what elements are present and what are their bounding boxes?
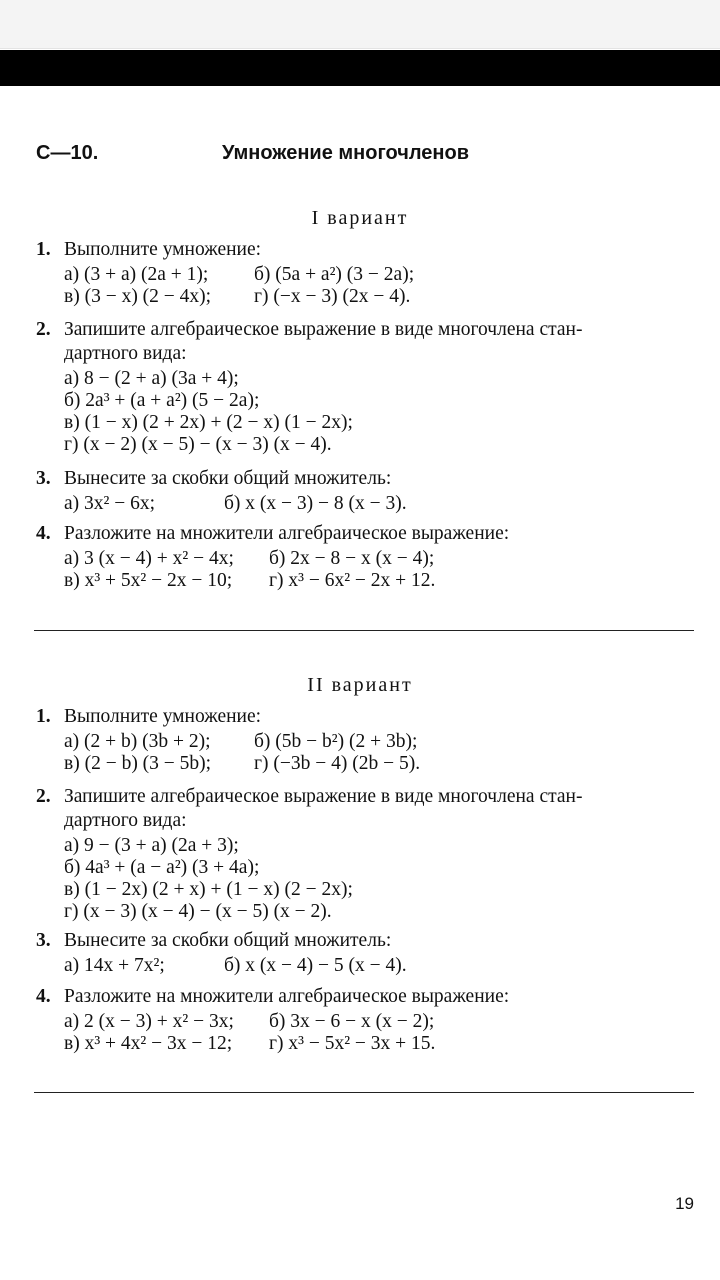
item-b: б) (5a + a²) (3 − 2a); — [254, 264, 415, 285]
v1-task-3 — [36, 467, 690, 515]
item-c: в) (1 − x) (2 + 2x) + (2 − x) (1 − 2x); — [64, 412, 353, 433]
item-a: а) 3 (x − 4) + x² − 4x; — [64, 548, 234, 569]
task-number: 2. — [36, 319, 51, 340]
item-b: б) (5b − b²) (2 + 3b); — [254, 731, 418, 752]
item-b: б) x (x − 3) − 8 (x − 3). — [224, 493, 407, 514]
task-number: 3. — [36, 930, 51, 951]
v2-task-4 — [36, 985, 690, 1055]
section-title: Умножение многочленов — [222, 142, 470, 164]
task-number: 2. — [36, 786, 51, 807]
item-b: б) x (x − 4) − 5 (x − 4). — [224, 955, 407, 976]
item-a: а) 9 − (3 + a) (2a + 3); — [64, 835, 239, 856]
v2-task-3 — [36, 929, 690, 977]
item-b: б) 3x − 6 − x (x − 2); — [269, 1011, 435, 1032]
task-number: 4. — [36, 523, 51, 544]
item-b: б) 2x − 8 − x (x − 4); — [269, 548, 435, 569]
task-text: Выполните умножение: — [64, 239, 262, 260]
item-a: а) (3 + a) (2a + 1); — [64, 264, 209, 285]
task-text-cont: дартного вида: — [64, 343, 187, 364]
variant-2-title: II вариант — [307, 674, 413, 696]
item-a: а) (2 + b) (3b + 2); — [64, 731, 211, 752]
v1-task-1 — [36, 238, 690, 308]
task-text: Разложите на множители алгебраическое выражение: — [64, 523, 510, 544]
item-d: г) x³ − 5x² − 3x + 15. — [269, 1033, 436, 1054]
item-b: б) 2a³ + (a + a²) (5 − 2a); — [64, 390, 260, 411]
v2-task-1 — [36, 705, 690, 775]
section-header — [36, 142, 684, 168]
task-text: Запишите алгебраическое выражение в виде многочлена стан- — [64, 786, 583, 807]
item-d: г) (x − 3) (x − 4) − (x − 5) (x − 2). — [64, 901, 332, 922]
item-c: в) x³ + 5x² − 2x − 10; — [64, 570, 233, 591]
task-number: 1. — [36, 239, 51, 260]
page-top-band — [0, 50, 720, 86]
item-d: г) x³ − 6x² − 2x + 12. — [269, 570, 436, 591]
item-c: в) (1 − 2x) (2 + x) + (1 − x) (2 − 2x); — [64, 879, 353, 900]
task-text-cont: дартного вида: — [64, 810, 187, 831]
v1-task-2 — [36, 318, 690, 456]
item-c: в) x³ + 4x² − 3x − 12; — [64, 1033, 233, 1054]
v2-task-2 — [36, 785, 690, 923]
section-code: С—10. — [36, 142, 99, 164]
task-number: 3. — [36, 468, 51, 489]
divider — [34, 1092, 694, 1093]
task-number: 4. — [36, 986, 51, 1007]
item-a: а) 3x² − 6x; — [64, 493, 156, 514]
item-c: в) (3 − x) (2 − 4x); — [64, 286, 212, 307]
variant-1-title: I вариант — [311, 207, 409, 229]
page-number: 19 — [675, 1194, 694, 1213]
task-text: Запишите алгебраическое выражение в виде многочлена стан- — [64, 319, 583, 340]
item-a: а) 14x + 7x²; — [64, 955, 165, 976]
item-d: г) (x − 2) (x − 5) − (x − 3) (x − 4). — [64, 434, 332, 455]
v1-task-4 — [36, 522, 690, 592]
item-a: а) 8 − (2 + a) (3a + 4); — [64, 368, 239, 389]
status-bar — [0, 0, 720, 49]
task-number: 1. — [36, 706, 51, 727]
item-c: в) (2 − b) (3 − 5b); — [64, 753, 212, 774]
item-a: а) 2 (x − 3) + x² − 3x; — [64, 1011, 234, 1032]
divider — [34, 630, 694, 631]
item-b: б) 4a³ + (a − a²) (3 + 4a); — [64, 857, 260, 878]
item-d: г) (−x − 3) (2x − 4). — [254, 286, 411, 307]
task-text: Разложите на множители алгебраическое выражение: — [64, 986, 510, 1007]
item-d: г) (−3b − 4) (2b − 5). — [254, 753, 421, 774]
task-text: Выполните умножение: — [64, 706, 262, 727]
task-text: Вынесите за скобки общий множитель: — [64, 468, 392, 489]
task-text: Вынесите за скобки общий множитель: — [64, 930, 392, 951]
